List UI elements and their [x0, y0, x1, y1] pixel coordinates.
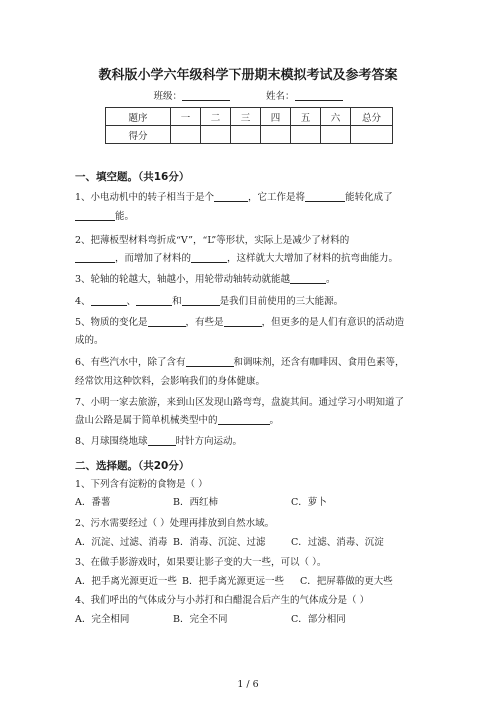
answer-blank[interactable]	[182, 295, 220, 306]
option-a[interactable]: A．完全相同	[75, 614, 130, 625]
option-a[interactable]: A．把手离光源更近一些	[75, 576, 177, 587]
section1-title: 一、填空题。（共16分）	[75, 171, 190, 183]
answer-blank[interactable]	[224, 316, 262, 327]
answer-blank[interactable]	[186, 356, 234, 367]
score-cell[interactable]	[231, 126, 261, 144]
choice-q2-options	[75, 536, 435, 549]
option-b[interactable]: B．西红柿	[173, 497, 218, 508]
fill-q5-line2: 成的。	[75, 335, 104, 346]
fill-q7-line1: 7、小明一家去旅游，来到山区发现山路弯弯，盘旋其间。通过学习小明知道了	[75, 397, 405, 408]
answer-blank[interactable]	[214, 191, 248, 202]
answer-blank[interactable]	[191, 252, 227, 263]
fill-q1-line1: 1、小电动机中的转子相当于是个 ，它工作是将 能转化成了	[75, 192, 393, 203]
answer-blank[interactable]	[75, 210, 115, 221]
fill-q8: 8、月球围绕地球 时针方向运动。	[75, 436, 243, 447]
fill-q1-line2: 能。	[75, 210, 435, 223]
option-b[interactable]: B．完全不同	[173, 614, 228, 625]
answer-blank[interactable]	[290, 273, 326, 284]
name-blank[interactable]	[295, 90, 343, 101]
fill-q2-line2: ，而增加了材料的 ，这样就大大增加了材料的抗弯曲能力。	[75, 252, 435, 265]
score-header-cell: 总分	[351, 108, 393, 126]
answer-blank[interactable]	[218, 414, 270, 425]
fill-q3: 3、轮轴的轮越大，轴越小，用轮带动轴转动就能越 。	[75, 274, 336, 285]
score-header-cell: 二	[201, 108, 231, 126]
option-a[interactable]: A．番薯	[75, 497, 111, 508]
score-row-label: 得分	[106, 126, 171, 144]
choice-q1-stem: 1、下列含有淀粉的食物是（ ）	[75, 479, 208, 490]
score-cell[interactable]	[261, 126, 291, 144]
score-cell[interactable]	[351, 126, 393, 144]
choice-q3-options	[75, 575, 435, 588]
class-blank[interactable]	[182, 90, 230, 101]
fill-q6-line2: 经常饮用这种饮料，会影响我们的身体健康。	[75, 376, 266, 387]
answer-blank[interactable]	[305, 191, 345, 202]
option-b[interactable]: B．把手离光源更远一些	[182, 576, 284, 587]
student-info-line	[0, 88, 496, 102]
choice-q4-options	[75, 613, 435, 626]
answer-blank[interactable]	[148, 316, 186, 327]
score-header-cell: 题序	[106, 108, 171, 126]
score-header-cell: 六	[321, 108, 351, 126]
score-header-cell: 三	[231, 108, 261, 126]
fill-q4: 4、 、 和 是我们目前使用的三大能源。	[75, 296, 344, 307]
score-cell[interactable]	[201, 126, 231, 144]
fill-q2-line1: 2、把薄板型材料弯折成“V”，“L”等形状，实际上是减少了材料的	[75, 235, 350, 246]
answer-blank[interactable]	[75, 252, 115, 263]
choice-q2-stem: 2、污水需要经过（ ）处理再排放到自然水域。	[75, 518, 275, 529]
name-label: 姓名：	[266, 91, 295, 102]
option-c[interactable]: C．过滤、消毒、沉淀	[291, 537, 384, 548]
option-b[interactable]: B．消毒、沉淀、过滤	[173, 537, 266, 548]
score-cell[interactable]	[321, 126, 351, 144]
page-title: 教科版小学六年级科学下册期末模拟考试及参考答案	[98, 68, 398, 83]
option-c[interactable]: C．萝卜	[291, 497, 327, 508]
fill-q7-line2: 盘山公路是属于简单机械类型中的 。	[75, 415, 280, 426]
option-a[interactable]: A．沉淀、过滤、消毒	[75, 537, 168, 548]
score-table	[105, 107, 393, 144]
page-number: 1 / 6	[237, 679, 259, 690]
choice-q4-stem: 4、我们呼出的气体成分与小苏打和白醋混合后产生的气体成分是（ ）	[75, 595, 370, 606]
choice-q1-options	[75, 496, 435, 509]
score-header-row	[106, 108, 393, 126]
answer-blank[interactable]	[148, 435, 176, 446]
score-header-cell: 一	[171, 108, 201, 126]
score-cell[interactable]	[291, 126, 321, 144]
score-header-cell: 五	[291, 108, 321, 126]
fill-q5-line1: 5、物质的变化是 ，有些是 ，但更多的是人们有意识的活动造	[75, 317, 405, 328]
answer-blank[interactable]	[136, 295, 172, 306]
choice-q3-stem: 3、在做手影游戏时，如果要让影子变的大一些，可以（ ）。	[75, 557, 327, 568]
class-label: 班级：	[153, 91, 182, 102]
score-header-cell: 四	[261, 108, 291, 126]
fill-q6-line1: 6、有些汽水中，除了含有 和调味剂，还含有咖啡因、食用色素等，	[75, 357, 405, 368]
option-c[interactable]: C．把屏幕做的更大些	[300, 576, 393, 587]
score-cell[interactable]	[171, 126, 201, 144]
score-value-row	[106, 126, 393, 144]
section2-title: 二、选择题。（共20分）	[75, 460, 190, 472]
option-c[interactable]: C．部分相同	[291, 614, 346, 625]
answer-blank[interactable]	[91, 295, 127, 306]
